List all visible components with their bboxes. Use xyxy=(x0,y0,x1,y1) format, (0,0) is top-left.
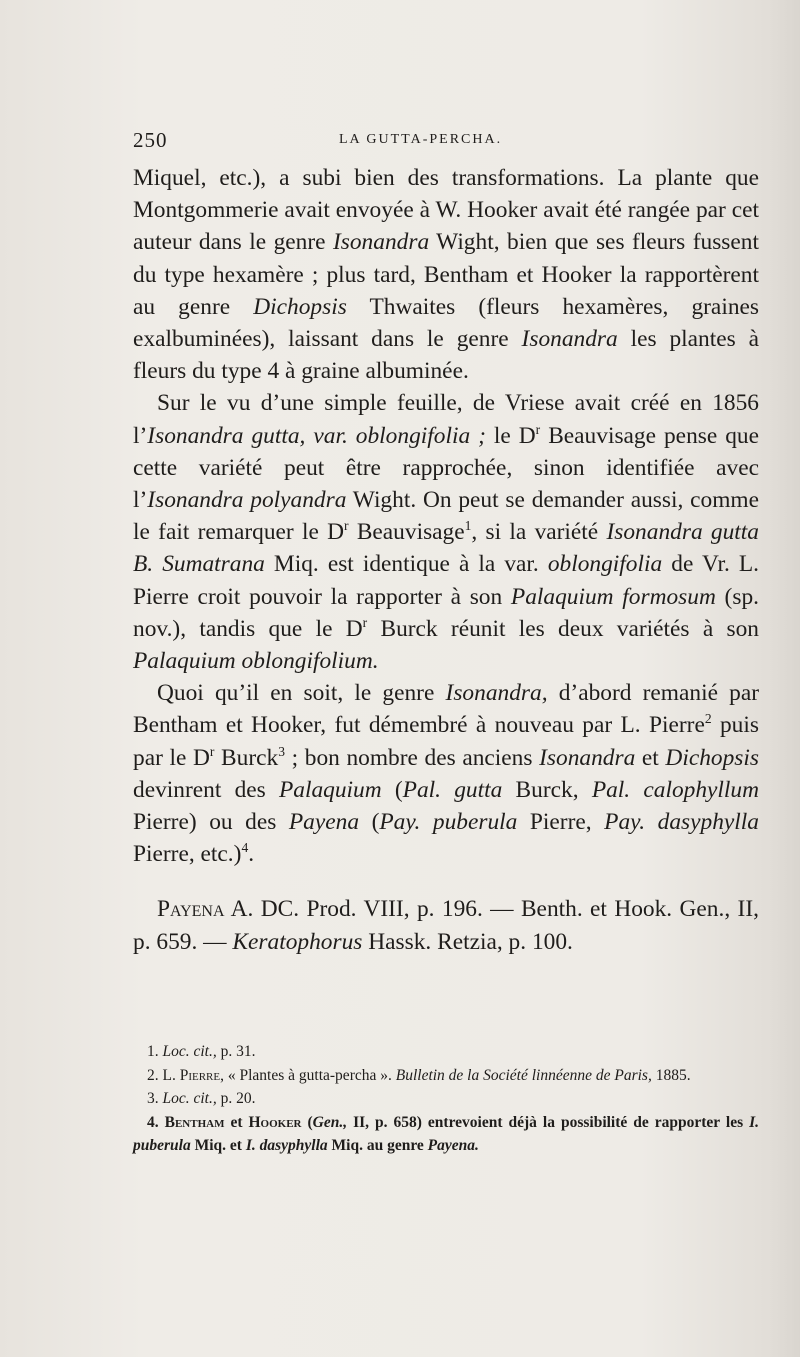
genus-heading-paragraph xyxy=(133,893,759,957)
text: p. 20. xyxy=(216,1090,256,1107)
superscript: r xyxy=(535,421,541,437)
text: Pierre, xyxy=(517,809,605,836)
text: Hassk. Retzia, p. 100. xyxy=(362,928,573,955)
text: Miq. est identique à la var. xyxy=(264,551,548,578)
text: Loc. cit., xyxy=(162,1043,217,1060)
species-name: Isonandra gutta B. Sumatrana xyxy=(133,519,759,578)
text: L. xyxy=(162,1066,180,1084)
genus-name: Isonandra xyxy=(521,326,618,353)
paragraph-1 xyxy=(133,162,759,387)
footnote-ref: 4 xyxy=(241,840,249,856)
species-name: Pal. calophyllum xyxy=(591,776,760,803)
running-head: LA GUTTA-PERCHA. xyxy=(339,132,503,147)
text: Pierre) ou des xyxy=(133,809,289,836)
text: (sp. nov.), tandis que le D xyxy=(133,583,759,642)
text: ( xyxy=(381,776,403,803)
text: d’abord remanié par Bentham et Hooker, fut démembré à nouveau par L. Pierre xyxy=(133,680,759,739)
text: Loc. cit., xyxy=(162,1090,217,1107)
genus-name: Dichopsis xyxy=(253,293,347,320)
genus-name: Isonandra xyxy=(332,229,430,256)
text: Beauvisage pense que cette variété peut être rapprochée, sinon identifiée avec l’ xyxy=(133,422,760,514)
genus-name: Keratophorus xyxy=(232,928,363,955)
text: ; bon nombre des anciens xyxy=(285,744,540,771)
text: et xyxy=(224,1113,249,1131)
text: Burck, xyxy=(502,776,592,803)
text: le D xyxy=(485,422,536,449)
text: Quoi qu’il en soit, le genre xyxy=(157,680,446,707)
genus-name: Payena xyxy=(288,809,360,836)
species-name: I. puberula xyxy=(133,1113,760,1154)
species-name: oblongifolia xyxy=(547,551,663,578)
footnote-number: 2. xyxy=(147,1066,163,1084)
text: Thwaites (fleurs hexamères, graines exalbuminées), laissant dans le genre xyxy=(133,293,759,353)
footnote-2 xyxy=(133,1064,759,1088)
text: 1885. xyxy=(651,1066,691,1084)
footnote-ref: 3 xyxy=(278,743,285,759)
author-name: Pierre xyxy=(179,1066,221,1084)
text: Burck xyxy=(214,744,279,771)
text: , « Plantes à gutta-percha ». xyxy=(220,1066,396,1084)
text: Gen., xyxy=(312,1113,348,1131)
footnote-number: 1. xyxy=(147,1043,163,1060)
text: p. 31. xyxy=(216,1043,256,1060)
text: Miq. et xyxy=(190,1137,246,1154)
footnote-4 xyxy=(133,1111,759,1158)
section-gap xyxy=(133,870,759,893)
species-name: I. dasyphylla xyxy=(245,1137,328,1154)
text: devinrent des xyxy=(133,776,279,803)
paragraph-2 xyxy=(133,387,759,677)
species-name: Pay. dasyphylla xyxy=(604,809,759,836)
species-name: Isonandra polyandra xyxy=(147,487,347,514)
body-text xyxy=(133,162,759,958)
species-name: Palaquium formosum xyxy=(510,583,716,610)
species-name: Pal. gutta xyxy=(402,776,503,803)
text: II, p. 658) entrevoient déjà la possibilité de rapporter les xyxy=(347,1113,750,1131)
page-header xyxy=(133,128,758,156)
journal-title: Bulletin de la Société linnéenne de Paris, xyxy=(395,1066,652,1084)
page-number: 250 xyxy=(133,128,168,152)
text: Miquel, etc.), a subi bien des transformations. La plante que Montgommerie avait envoyée à W. Hooker avait été rangée par cet auteur dans le genre xyxy=(133,165,759,256)
genus-name: Palaquium xyxy=(278,776,382,803)
species-name: Isonandra gutta, var. oblongifolia ; xyxy=(147,422,486,449)
author-name: Bentham xyxy=(164,1113,225,1131)
text: Pierre, etc.) xyxy=(133,841,242,868)
text: les plantes à fleurs du type 4 à graine albuminée. xyxy=(133,326,759,385)
footnote-1 xyxy=(133,1040,759,1064)
species-name: Pay. puberula xyxy=(379,809,518,836)
paragraph-3 xyxy=(133,677,759,870)
text: de Vr. L. Pierre croit pouvoir la rapporter à son xyxy=(133,551,759,610)
footnote-number: 4. xyxy=(147,1113,165,1131)
text: ( xyxy=(359,809,380,836)
text: A. DC. Prod. VIII, p. 196. — Benth. et Hook. Gen., II, p. 659. — xyxy=(133,896,759,955)
text: , si la variété xyxy=(471,519,607,546)
text: puis par le D xyxy=(133,712,759,771)
text: et xyxy=(635,744,666,771)
text: Sur le vu d’une simple feuille, de Vriese avait créé en 1856 l’ xyxy=(133,390,759,449)
footnote-3 xyxy=(133,1087,759,1111)
footnotes xyxy=(133,1040,759,1158)
text: ( xyxy=(301,1113,313,1131)
text: Wight. On peut se demander aussi, comme le fait remarquer le D xyxy=(133,487,760,546)
superscript: r xyxy=(209,743,215,759)
text: Beauvisage xyxy=(348,519,465,546)
author-name: Hooker xyxy=(248,1113,302,1131)
superscript: r xyxy=(362,615,368,631)
text: Burck réunit les deux variétés à son xyxy=(367,615,759,642)
genus-name: Dichopsis xyxy=(665,744,759,771)
genus-name: Isonandra, xyxy=(445,680,548,707)
text: Miq. au genre xyxy=(327,1137,428,1154)
genus-name: Isonandra xyxy=(539,744,636,771)
text: . xyxy=(248,841,255,868)
text: Wight, bien que ses fleurs fussent du type hexamère ; plus tard, Bentham et Hooker la rapportèrent au genre xyxy=(133,229,759,320)
footnote-ref: 2 xyxy=(704,711,712,727)
footnote-number: 3. xyxy=(147,1090,163,1107)
superscript: r xyxy=(344,518,349,534)
footnote-ref: 1 xyxy=(464,518,472,534)
genus-heading: Payena xyxy=(157,896,225,923)
species-name: Palaquium oblongifolium. xyxy=(133,648,379,675)
genus-name: Payena. xyxy=(427,1137,479,1154)
